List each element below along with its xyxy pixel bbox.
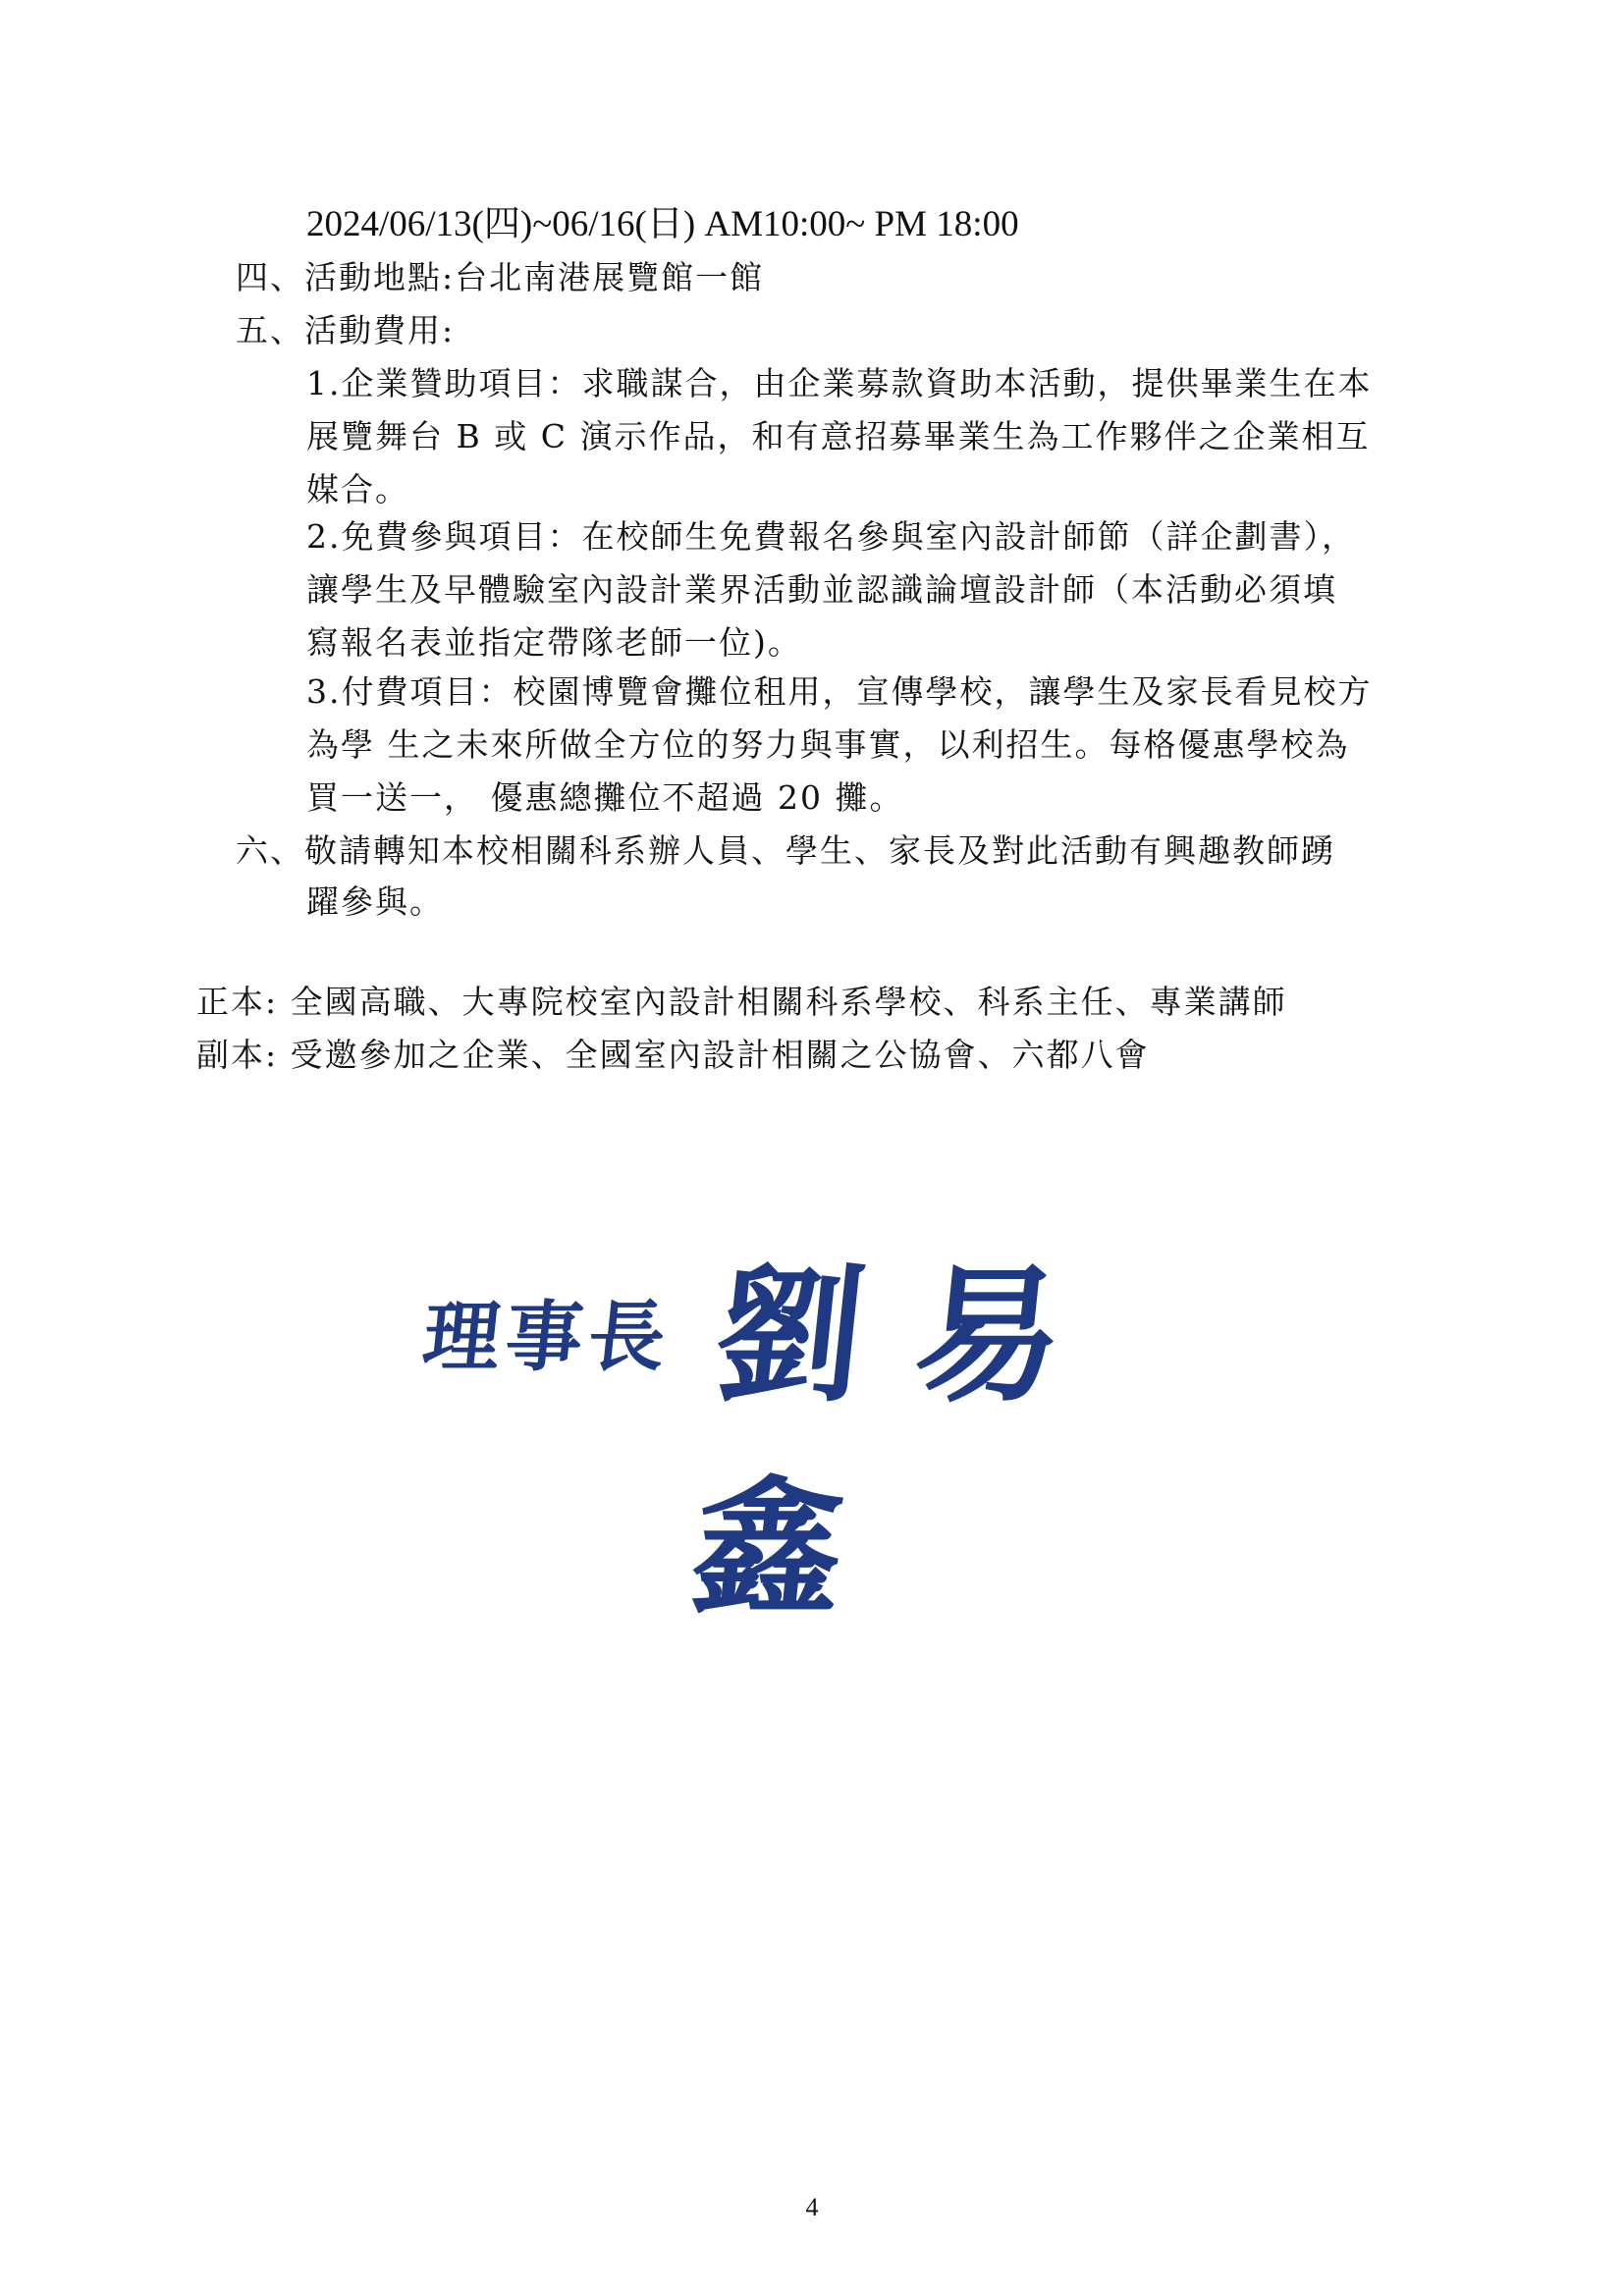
fee-item-paid-line-2: 為學 生之未來所做全方位的努力與事實，以利招生。每格優惠學校為 <box>306 725 1350 764</box>
notice-item-line-1: 六、敬請轉知本校相關科系辦人員、學生、家長及對此活動有興趣教師踴 <box>236 831 1335 870</box>
chairman-signature <box>412 1217 1257 1634</box>
fee-item-free-line-2: 讓學生及早體驗室內設計業界活動並認識論壇設計師（本活動必須填 <box>306 570 1337 609</box>
fee-item-free-line-3: 寫報名表並指定帶隊老師一位)。 <box>306 623 802 662</box>
notice-item-line-2: 躍參與。 <box>306 882 444 921</box>
event-fee-heading: 五、活動費用: <box>236 311 456 349</box>
event-location-item: 四、活動地點:台北南港展覽館一館 <box>236 258 765 296</box>
fee-item-paid-line-1: 3.付費項目：校園博覽會攤位租用，宣傳學校，讓學生及家長看見校方 <box>306 672 1373 711</box>
fee-item-sponsor-line-3: 媒合。 <box>306 470 409 508</box>
fee-item-paid-line-3: 買一送一， 優惠總攤位不超過 20 攤。 <box>306 778 904 817</box>
distribution-copy: 副本: 受邀參加之企業、全國室內設計相關之公協會、六都八會 <box>196 1036 1150 1074</box>
signature-name: 劉易鑫 <box>685 1250 1123 1634</box>
fee-item-sponsor-line-1: 1.企業贊助項目：求職謀合，由企業募款資助本活動，提供畢業生在本 <box>306 364 1373 402</box>
fee-item-free-line-1: 2.免費參與項目：在校師生免費報名參與室內設計師節（詳企劃書）， <box>306 517 1356 556</box>
signature-title: 理事長 <box>418 1293 677 1382</box>
page-number: 4 <box>805 2193 819 2221</box>
distribution-original: 正本: 全國高職、大專院校室內設計相關科系學校、科系主任、專業講師 <box>196 983 1287 1021</box>
fee-item-sponsor-line-2: 展覽舞台 B 或 C 演示作品，和有意招募畢業生為工作夥伴之企業相互 <box>306 417 1371 455</box>
event-date-line: 2024/06/13(四)~06/16(日) AM10:00~ PM 18:00 <box>306 204 1019 244</box>
